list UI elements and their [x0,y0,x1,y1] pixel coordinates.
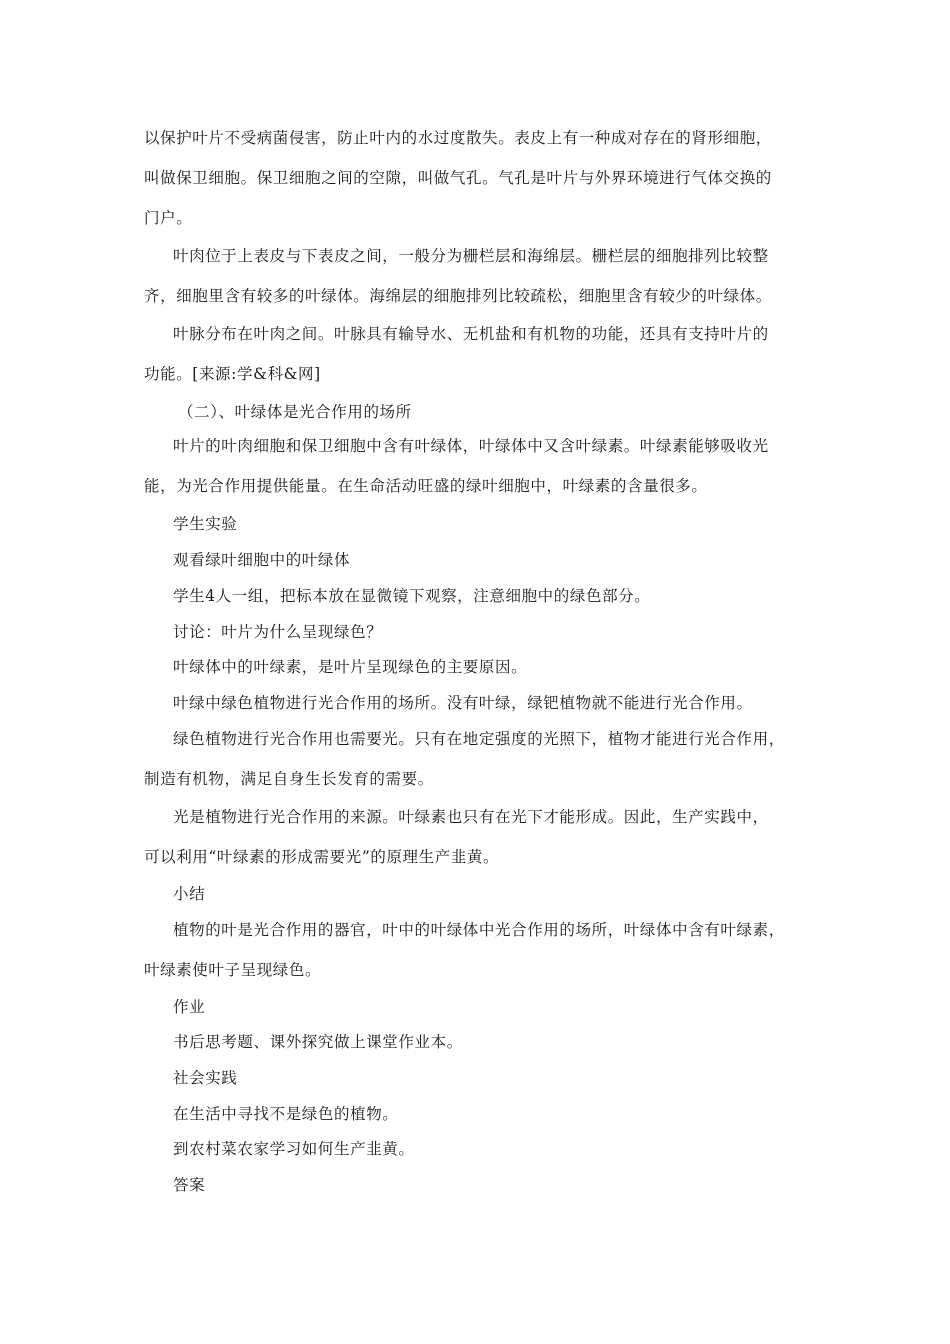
text-line: 门户。 [144,209,193,227]
subheading: 答案 [173,1176,206,1194]
text-line: 植物的叶是光合作用的器官，叶中的叶绿体中光合作用的场所，叶绿体中含有叶绿素， [173,921,785,939]
text-line: 以保护叶片不受病菌侵害，防止叶内的水过度散失。表皮上有一种成对存在的肾形细胞， [144,129,772,147]
subheading: 社会实践 [173,1069,238,1087]
text-line: 叶绿体中的叶绿素，是叶片呈现绿色的主要原因。 [173,658,528,676]
text-line: 到农村菜农家学习如何生产韭黄。 [173,1140,415,1158]
text-line: 叶肉位于上表皮与下表皮之间，一般分为栅栏层和海绵层。栅栏层的细胞排列比较整 [173,247,769,265]
text-line: 制造有机物，满足自身生长发育的需要。 [144,770,434,788]
text-line: 讨论：叶片为什么呈现绿色？ [173,623,383,641]
subheading: 学生实验 [173,515,238,533]
text-line: 叫做保卫细胞。保卫细胞之间的空隙，叫做气孔。气孔是叶片与外界环境进行气体交换的 [144,169,772,187]
text-line: 叶片的叶肉细胞和保卫细胞中含有叶绿体，叶绿体中又含叶绿素。叶绿素能够吸收光 [173,437,769,455]
text-line: 书后思考题、课外探究做上课堂作业本。 [173,1033,463,1051]
section-heading: （二）、叶绿体是光合作用的场所 [178,403,412,421]
text-line: 绿色植物进行光合作用也需要光。只有在地定强度的光照下，植物才能进行光合作用， [173,730,785,748]
text-line: 功能。[来源:学&科&网] [144,365,321,383]
text-line: 能，为光合作用提供能量。在生命活动旺盛的绿叶细胞中，叶绿素的含量很多。 [144,477,708,495]
subheading: 观看绿叶细胞中的叶绿体 [173,551,351,569]
subheading: 作业 [173,998,206,1016]
text-line: 叶脉分布在叶肉之间。叶脉具有输导水、无机盐和有机物的功能，还具有支持叶片的 [173,325,769,343]
text-line: 学生4人一组，把标本放在显微镜下观察，注意细胞中的绿色部分。 [173,587,651,605]
text-line: 叶绿中绿色植物进行光合作用的场所。没有叶绿，绿钯植物就不能进行光合作用。 [173,694,753,712]
subheading: 小结 [173,885,206,903]
text-line: 叶绿素使叶子呈现绿色。 [144,961,322,979]
text-line: 齐，细胞里含有较多的叶绿体。海绵层的细胞排列比较疏松，细胞里含有较少的叶绿体。 [144,287,772,305]
text-line: 光是植物进行光合作用的来源。叶绿素也只有在光下才能形成。因此，生产实践中， [173,808,769,826]
text-line: 在生活中寻找不是绿色的植物。 [173,1105,399,1123]
text-line: 可以利用“叶绿素的形成需要光”的原理生产韭黄。 [144,848,500,866]
